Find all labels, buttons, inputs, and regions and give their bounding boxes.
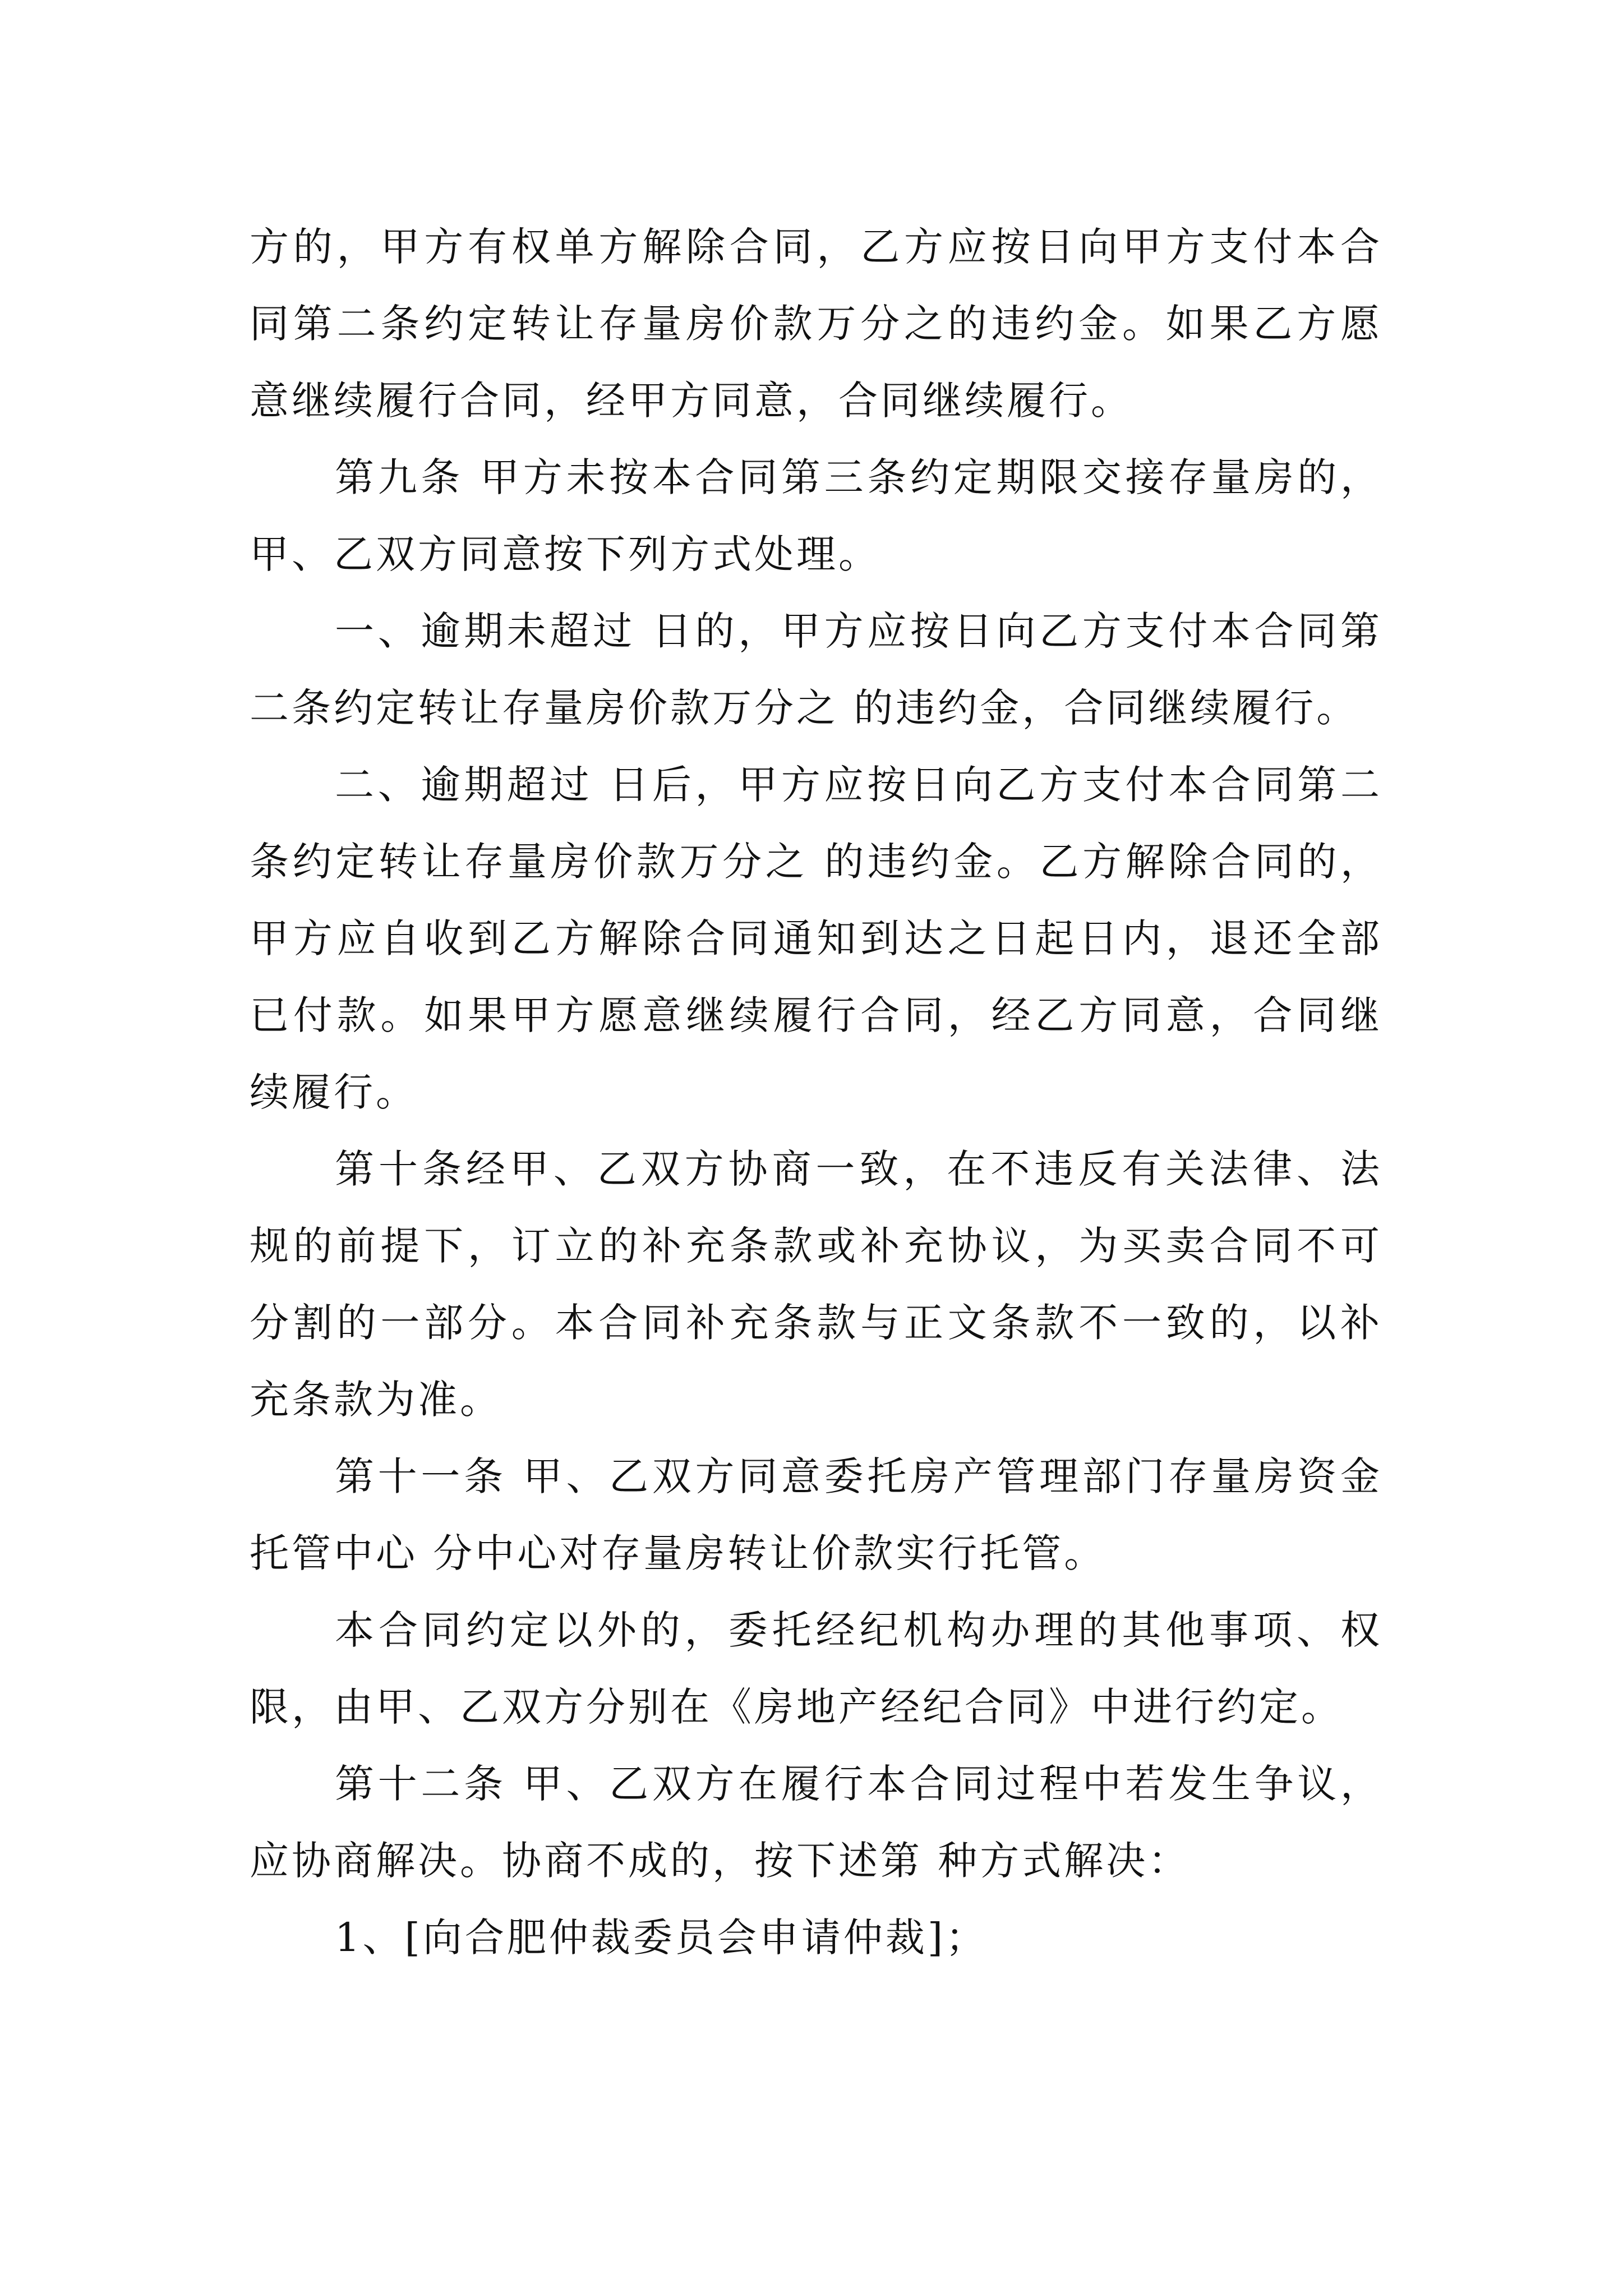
paragraph-article-9: 第九条 甲方未按本合同第三条约定期限交接存量房的，甲、乙双方同意按下列方式处理。 bbox=[250, 454, 1382, 577]
document-body bbox=[250, 209, 1382, 1976]
paragraph-clause-2: 二、逾期超过 日后，甲方应按日向乙方支付本合同第二条约定转让存量房价款万分之 的违约金。乙方解除合同的，甲方应自收到乙方解除合同通知到达之日起日内，退还全部已付款。如果甲方愿意继续履行合同，经乙方同意，合同继续履行。 bbox=[250, 762, 1382, 1115]
paragraph-clause-1: 一、逾期未超过 日的，甲方应按日向乙方支付本合同第二条约定转让存量房价款万分之 的违约金，合同继续履行。 bbox=[250, 608, 1382, 731]
paragraph-1: 方的，甲方有权单方解除合同，乙方应按日向甲方支付本合同第二条约定转让存量房价款万分之的违约金。如果乙方愿意继续履行合同，经甲方同意，合同继续履行。 bbox=[250, 224, 1382, 424]
paragraph-article-12: 第十二条 甲、乙双方在履行本合同过程中若发生争议，应协商解决。协商不成的，按下述第 种方式解决： bbox=[250, 1761, 1382, 1884]
paragraph-option-1: 1、[向合肥仲裁委员会申请仲裁]； bbox=[335, 1915, 988, 1961]
paragraph-agency-matters: 本合同约定以外的，委托经纪机构办理的其他事项、权限，由甲、乙双方分别在《房地产经纪合同》中进行约定。 bbox=[250, 1607, 1382, 1730]
paragraph-article-10: 第十条经甲、乙双方协商一致，在不违反有关法律、法规的前提下，订立的补充条款或补充协议，为买卖合同不可分割的一部分。本合同补充条款与正文条款不一致的，以补充条款为准。 bbox=[250, 1146, 1382, 1423]
paragraph-article-11: 第十一条 甲、乙双方同意委托房产管理部门存量房资金托管中心 分中心对存量房转让价款实行托管。 bbox=[250, 1453, 1382, 1576]
